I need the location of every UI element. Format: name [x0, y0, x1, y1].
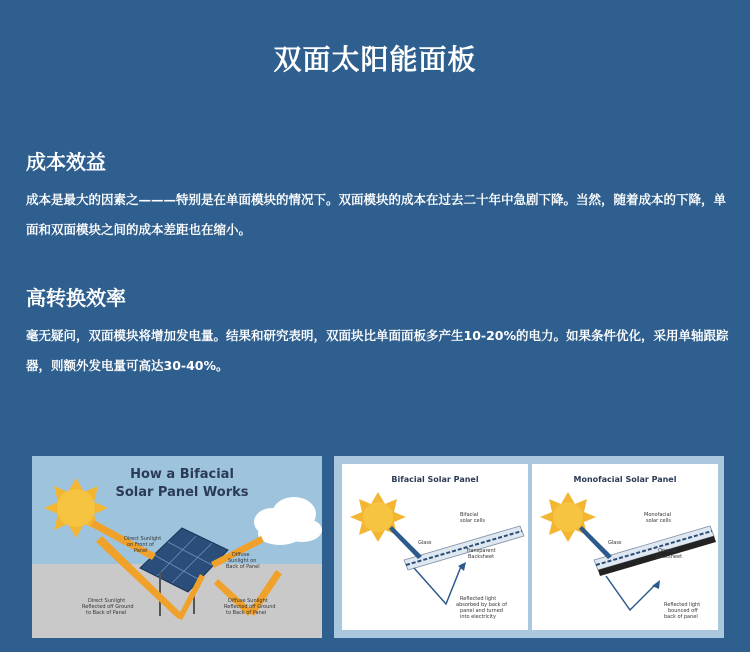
label-diffuse-reflected: to Back of Panel — [226, 610, 267, 616]
bifacial-works-diagram — [32, 456, 322, 638]
label-backsheet: Opaque — [658, 548, 678, 554]
label-monofacial-cells: solar cells — [646, 518, 671, 524]
label-direct-reflected: Direct Sunlight — [88, 598, 126, 604]
label-glass: Glass — [418, 540, 432, 546]
label-bifacial-cells: solar cells — [460, 518, 485, 524]
section-high-efficiency — [26, 282, 730, 381]
monofacial-panel-diagram — [532, 464, 718, 630]
label-backsheet: Backsheet — [468, 554, 495, 560]
bifacial-title: Bifacial Solar Panel — [391, 475, 479, 484]
label-reflected: Reflected light — [460, 596, 497, 602]
label-reflected: back of panel — [664, 614, 698, 620]
section-cost-benefit — [26, 146, 730, 245]
label-reflected: Reflected light — [664, 602, 701, 608]
label-diffuse-back: Sunlight on — [228, 558, 257, 564]
bifacial-panel-diagram — [342, 464, 528, 630]
section-heading: 高转换效率 — [26, 286, 126, 310]
label-reflected: panel and turned — [460, 608, 503, 614]
label-glass: Glass — [608, 540, 622, 546]
cloud-icon — [254, 497, 322, 545]
figure-title-line2: Solar Panel Works — [115, 485, 249, 500]
label-direct-front: Direct Sunlight — [124, 536, 162, 542]
label-direct-front: Panel — [134, 548, 148, 554]
label-bifacial-cells: Bifacial — [460, 512, 479, 518]
section-body: 毫无疑问，双面模块将增加发电量。结果和研究表明，双面块比单面面板多产生10-20%的电力。如果条件优化，采用单轴跟踪器，则额外发电量可高达30-40%。 — [26, 328, 729, 373]
label-direct-reflected: to Back of Panel — [86, 610, 127, 616]
label-backsheet: Backsheet — [656, 554, 683, 560]
solar-cell-layer — [406, 531, 522, 565]
label-backsheet: Transparent — [466, 548, 496, 554]
section-heading: 成本效益 — [26, 150, 106, 174]
reflected-light-arrow — [414, 564, 462, 604]
monofacial-title: Monofacial Solar Panel — [573, 475, 677, 484]
label-direct-reflected: Reflected off Ground — [82, 604, 134, 610]
label-direct-front: on Front of — [127, 542, 154, 548]
section-body: 成本是最大的因素之———特别是在单面模块的情况下。双面模块的成本在过去二十年中急剧下降。当然，随着成本的下降，单面和双面模块之间的成本差距也在缩小。 — [26, 192, 727, 237]
figure-title-line1: How a Bifacial — [130, 467, 234, 482]
label-reflected: bounced off — [668, 608, 698, 614]
reflected-light-arrow — [606, 576, 656, 610]
bifacial-works-illustration — [32, 456, 322, 638]
label-diffuse-back: Back of Panel — [226, 564, 260, 570]
label-reflected: into electricity — [460, 614, 496, 620]
label-diffuse-back: Diffuse — [232, 552, 250, 558]
label-reflected: absorbed by back of — [456, 602, 507, 608]
page-title: 双面太阳能面板 — [273, 43, 477, 76]
label-diffuse-reflected: Diffuse Sunlight — [228, 598, 268, 604]
bifacial-vs-monofacial-illustration — [334, 456, 724, 638]
label-monofacial-cells: Monofacial — [644, 512, 672, 518]
label-diffuse-reflected: Reflected off Ground — [224, 604, 276, 610]
